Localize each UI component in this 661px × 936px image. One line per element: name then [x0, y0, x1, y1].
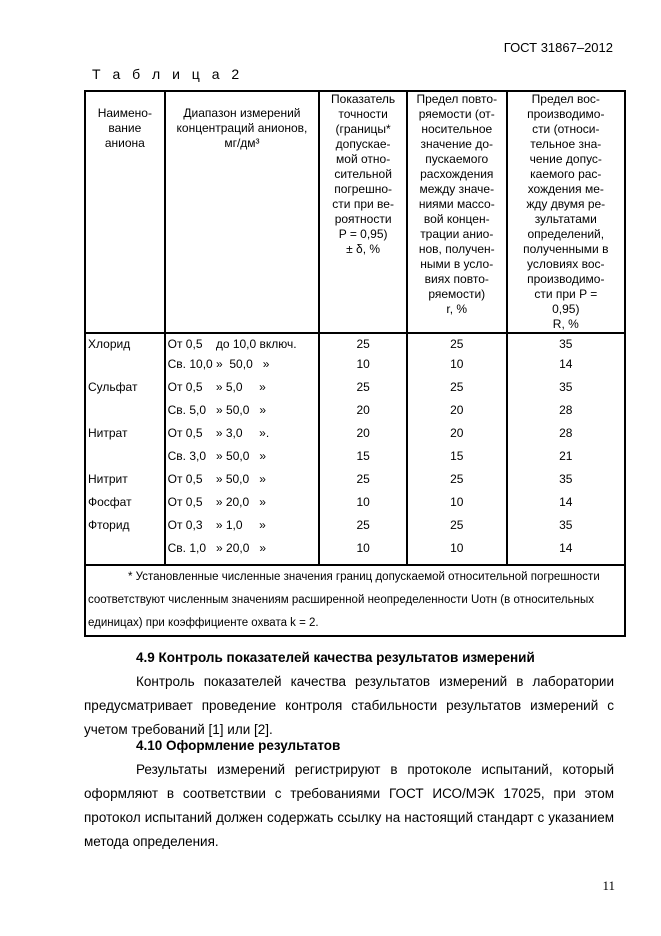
table-row	[85, 472, 625, 495]
header-line: значение до-	[420, 137, 493, 151]
header-line: производимо-	[527, 107, 605, 121]
reproducibility-cell: 21	[507, 449, 625, 472]
header-line: носительное	[421, 122, 493, 136]
anion-cell: Нитрат	[85, 426, 165, 449]
header-line: Предел вос-	[531, 92, 600, 106]
range-cell: Св. 3,0 » 50,0 »	[165, 449, 320, 472]
anion-cell	[85, 357, 165, 380]
repeatability-cell: 10	[407, 357, 507, 380]
reproducibility-cell: 14	[507, 495, 625, 518]
reproducibility-cell: 35	[507, 518, 625, 541]
header-line: роятности	[334, 212, 392, 226]
anion-cell: Фосфат	[85, 495, 165, 518]
table-row	[85, 333, 625, 357]
delta-cell: 25	[319, 380, 407, 403]
table-note-row	[85, 565, 625, 636]
header-line: жду двумя ре-	[526, 197, 606, 211]
reproducibility-cell: 28	[507, 426, 625, 449]
header-line: r, %	[446, 302, 468, 316]
table-row	[85, 403, 625, 426]
table-note: * Установленные численные значения границ допускаемой относительной погрешности соответствуют численным значениям расширенной неопределенности Uотн (в относительных единицах) при коэффициенте охвата k = 2.	[85, 565, 625, 636]
table-row	[85, 495, 625, 518]
anion-cell: Нитрит	[85, 472, 165, 495]
anion-cell: Хлорид	[85, 333, 165, 357]
anion-cell	[85, 449, 165, 472]
header-line: Предел повто-	[416, 92, 498, 106]
range-cell: От 0,5 » 3,0 ».	[165, 426, 320, 449]
table-row	[85, 518, 625, 541]
header-repeatability	[407, 91, 507, 333]
table-row	[85, 426, 625, 449]
header-line: пускаемого	[425, 152, 489, 166]
delta-cell: 25	[319, 518, 407, 541]
header-line: ными в усло-	[420, 257, 494, 271]
delta-cell: 20	[319, 403, 407, 426]
header-line: ряемости)	[428, 287, 486, 301]
delta-cell: 25	[319, 472, 407, 495]
repeatability-cell: 10	[407, 541, 507, 565]
header-line: R, %	[552, 317, 579, 331]
header-line: тельное зна-	[530, 137, 602, 151]
reproducibility-cell: 14	[507, 357, 625, 380]
delta-cell: 10	[319, 495, 407, 518]
section-4-10	[84, 734, 614, 854]
delta-cell: 10	[319, 357, 407, 380]
repeatability-cell: 25	[407, 380, 507, 403]
table-row	[85, 449, 625, 472]
table-caption: Т а б л и ц а 2	[92, 66, 244, 82]
section-text: Контроль показателей качества результатов измерений в лаборатории предусматривает проведение контроля стабильности результатов измерений с учетом требований [1] или [2].	[84, 674, 614, 737]
table-row	[85, 541, 625, 565]
header-line: мой отно-	[336, 152, 391, 166]
header-line: аниона	[104, 136, 145, 150]
table-header-row	[85, 91, 625, 333]
range-cell: От 0,5 » 50,0 »	[165, 472, 320, 495]
repeatability-cell: 25	[407, 518, 507, 541]
delta-cell: 10	[319, 541, 407, 565]
anion-cell	[85, 541, 165, 565]
delta-cell: 25	[319, 333, 407, 357]
range-cell: От 0,5 до 10,0 включ.	[165, 333, 320, 357]
reproducibility-cell: 28	[507, 403, 625, 426]
header-range	[165, 91, 320, 333]
range-cell: Св. 1,0 » 20,0 »	[165, 541, 320, 565]
anion-cell	[85, 403, 165, 426]
header-line: зультатами	[534, 212, 597, 226]
header-line: определений,	[527, 227, 605, 241]
header-line: трации анио-	[420, 227, 494, 241]
header-line: виях повто-	[424, 272, 489, 286]
table-row	[85, 380, 625, 403]
section-heading: 4.9 Контроль показателей качества результатов измерений	[136, 650, 535, 665]
document-header: ГОСТ 31867–2012	[503, 40, 613, 55]
header-line: (границы*	[335, 122, 391, 136]
header-line: сти при P =	[534, 287, 598, 301]
header-line: допускае-	[335, 137, 391, 151]
repeatability-cell: 25	[407, 333, 507, 357]
delta-cell: 15	[319, 449, 407, 472]
header-line: ± δ, %	[346, 242, 381, 256]
header-line: расхождения	[420, 167, 494, 181]
range-cell: От 0,5 » 20,0 »	[165, 495, 320, 518]
header-line: P = 0,95)	[338, 227, 388, 241]
header-line: ряемости (от-	[418, 107, 495, 121]
anion-cell: Фторид	[85, 518, 165, 541]
repeatability-cell: 10	[407, 495, 507, 518]
header-delta	[319, 91, 407, 333]
header-line: вание	[108, 121, 142, 135]
anion-cell: Сульфат	[85, 380, 165, 403]
range-cell: Св. 5,0 » 50,0 »	[165, 403, 320, 426]
reproducibility-cell: 14	[507, 541, 625, 565]
range-cell: От 0,3 » 1,0 »	[165, 518, 320, 541]
header-line: полученными в	[523, 242, 609, 256]
repeatability-cell: 20	[407, 403, 507, 426]
header-line: погрешно-	[334, 182, 393, 196]
header-line: нов, получен-	[418, 242, 495, 256]
header-line: между значе-	[419, 182, 495, 196]
section-heading: 4.10 Оформление результатов	[136, 738, 341, 753]
header-line: концентраций анионов,	[176, 121, 308, 135]
table-row	[85, 357, 625, 380]
delta-cell: 20	[319, 426, 407, 449]
header-line: Показатель	[331, 92, 396, 106]
header-line: мг/дм³	[224, 136, 260, 150]
header-line: точности	[338, 107, 388, 121]
header-line: каемого рас-	[530, 167, 602, 181]
range-cell: От 0,5 » 5,0 »	[165, 380, 320, 403]
header-line: сительной	[334, 167, 392, 181]
header-line: Наимено-	[97, 106, 152, 120]
header-line: ниями массо-	[418, 197, 495, 211]
header-line: Диапазон измерений	[183, 106, 301, 120]
repeatability-cell: 15	[407, 449, 507, 472]
header-line: условиях вос-	[527, 257, 605, 271]
header-line: 0,95)	[552, 302, 580, 316]
header-line: производимо-	[527, 272, 605, 286]
header-reproducibility	[507, 91, 625, 333]
section-text: Результаты измерений регистрируют в протоколе испытаний, который оформляют в соответствии с требованиями ГОСТ ИСО/МЭК 17025, при этом протокол испытаний должен содержать ссылку на настоящий стандарт с указанием метода определения.	[84, 762, 614, 849]
data-table	[84, 90, 626, 637]
range-cell: Св. 10,0 » 50,0 »	[165, 357, 320, 380]
header-line: сти (относи-	[532, 122, 600, 136]
reproducibility-cell: 35	[507, 380, 625, 403]
reproducibility-cell: 35	[507, 333, 625, 357]
header-line: чение допус-	[529, 152, 602, 166]
header-line: сти при ве-	[332, 197, 394, 211]
header-line: вой концен-	[423, 212, 490, 226]
reproducibility-cell: 35	[507, 472, 625, 495]
header-anion	[85, 91, 165, 333]
repeatability-cell: 20	[407, 426, 507, 449]
repeatability-cell: 25	[407, 472, 507, 495]
page-number: 11	[602, 878, 615, 893]
section-4-9	[84, 646, 614, 742]
header-line: хождения ме-	[527, 182, 604, 196]
